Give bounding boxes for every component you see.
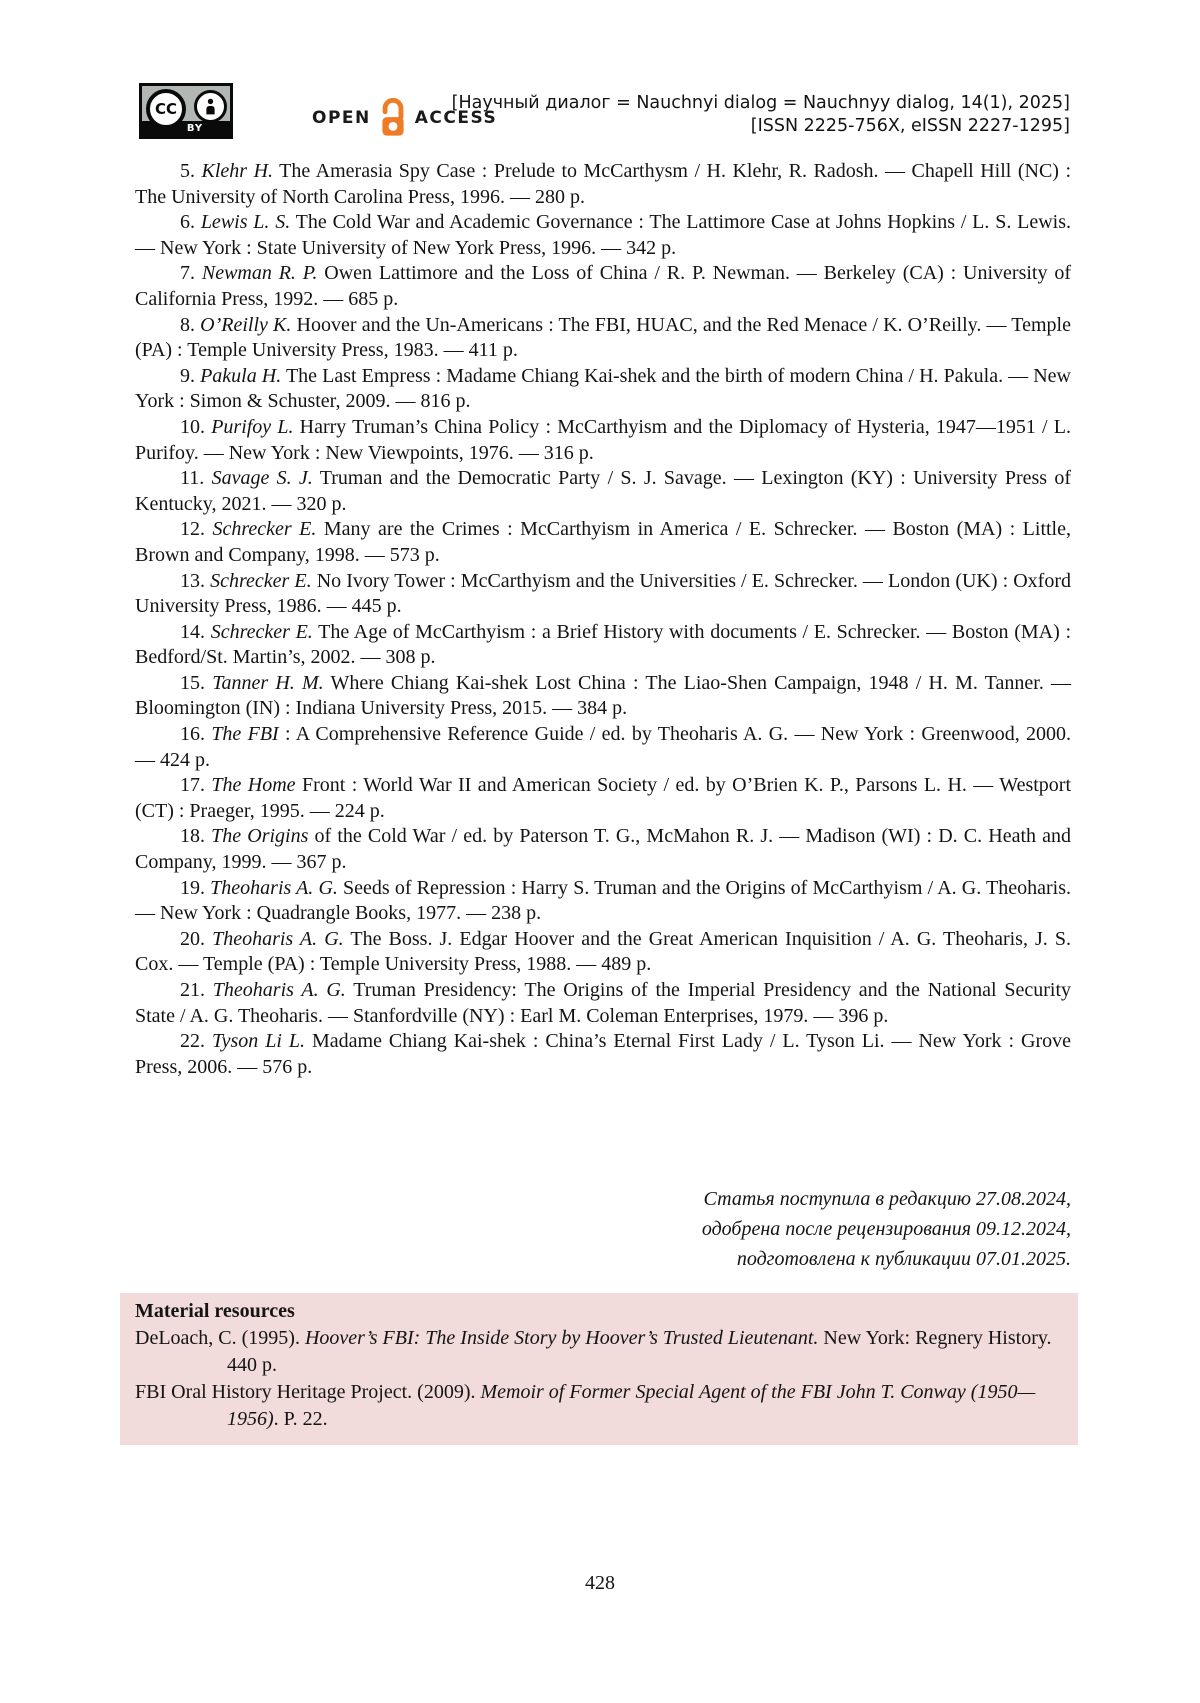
entry-post: New York: Regnery History. 440 p. (227, 1327, 1052, 1376)
ref-text: Truman and the Democratic Party / S. J. Savage. — Lexington (KY) : University Press of Kentucky, 2021. — 320 p. (135, 467, 1072, 515)
journal-header (452, 92, 1070, 138)
reference-item (135, 517, 1071, 568)
ref-author: Tyson Li L. (211, 1030, 306, 1053)
ref-number: 10. (180, 415, 212, 438)
ref-author: Theoharis A. G. (212, 979, 346, 1001)
reference-item (135, 261, 1071, 312)
ref-number: 6. (180, 211, 201, 234)
ref-author: O’Reilly K. (200, 313, 292, 336)
ref-number: 16. (180, 723, 212, 746)
ref-author: Klehr H. (201, 160, 274, 182)
ref-author: Theoharis A. G. (212, 927, 344, 950)
ref-text: Truman Presidency: The Origins of the Imperial Presidency and the National Security State / A. G. Theoharis. — Stanfordville (NY) : Earl M. Coleman Enterprises, 1979. — 396 p. (135, 979, 1072, 1027)
ref-text: The Cold War and Academic Governance : The Lattimore Case at Johns Hopkins / L. S. Lewis. — New York : State University of New York Press, 1996. — 342 p. (135, 211, 1072, 259)
reference-item (135, 927, 1071, 978)
open-lock-icon (378, 96, 408, 140)
ref-number: 14. (180, 620, 211, 643)
ref-author: Schrecker E. (212, 518, 317, 541)
ref-number: 13. (180, 569, 211, 592)
cc-icon: CC (146, 89, 186, 129)
ref-author: Purifoy L. (211, 415, 294, 438)
ref-number: 22. (180, 1030, 212, 1053)
reference-item (135, 313, 1071, 364)
ref-number: 9. (180, 364, 201, 387)
ref-author: The FBI (211, 723, 279, 746)
entry-title-italic: Hoover’s FBI: The Inside Story by Hoover’s Trusted Lieutenant. (304, 1327, 819, 1349)
ref-text: No Ivory Tower : McCarthyism and the Universities / E. Schrecker. — London (UK) : Oxford University Press, 1986. — 445 p. (135, 569, 1072, 618)
entry-title-italic: Memoir of Former Special Agent of the FBI John T. Conway (1950—1956) (227, 1381, 1036, 1430)
ref-author: Lewis L. S. (200, 211, 291, 234)
ref-text: Madame Chiang Kai-shek : China’s Eternal First Lady / L. Tyson Li. — New York : Grove Press, 2006. — 576 p. (135, 1030, 1072, 1078)
reference-item (135, 415, 1071, 466)
ref-author: Schrecker E. (210, 569, 312, 592)
submission-approved: одобрена после рецензирования 09.12.2024, (701, 1218, 1071, 1240)
ref-text: Hoover and the Un-Americans : The FBI, HUAC, and the Red Menace / K. O’Reilly. — Temple (PA) : Temple University Press, 1983. — 411 p. (135, 313, 1071, 362)
reference-item (135, 620, 1071, 671)
ref-text: The Boss. J. Edgar Hoover and the Great American Inquisition / A. G. Theoharis, J. S. Cox. — Temple (PA) : Temple University Press, 1988. — 489 p. (135, 927, 1072, 976)
ref-text: Many are the Crimes : McCarthyism in America / E. Schrecker. — Boston (MA) : Little, Brown and Company, 1998. — 573 p. (135, 518, 1071, 566)
material-resource-entry (135, 1325, 1066, 1379)
ref-author: Theoharis A. G. (210, 876, 338, 899)
reference-item (135, 1029, 1071, 1080)
reference-list (135, 159, 1071, 1080)
reference-item (135, 722, 1071, 773)
ref-number: 18. (180, 825, 212, 848)
journal-issn-line: [ISSN 2225-756X, eISSN 2227-1295] (750, 116, 1070, 136)
person-icon (194, 90, 227, 123)
ref-text: Owen Lattimore and the Loss of China / R. P. Newman. — Berkeley (CA) : University of California Press, 1992. — 685 p. (135, 262, 1072, 310)
reference-item (135, 671, 1071, 722)
ref-number: 17. (180, 774, 212, 797)
reference-item (135, 773, 1071, 824)
reference-item (135, 569, 1071, 620)
page-number: 428 (585, 1572, 615, 1594)
reference-item (135, 876, 1071, 927)
journal-title-line: [Научный диалог = Nauchnyi dialog = Nauchnyy dialog, 14(1), 2025] (451, 93, 1070, 113)
ref-author: Tanner H. M. (212, 671, 324, 694)
by-label: BY (186, 123, 204, 134)
entry-post: . P. 22. (273, 1408, 328, 1430)
ref-author: The Origins (211, 825, 309, 848)
ref-author: Schrecker E. (210, 620, 313, 643)
ref-text: of the Cold War / ed. by Paterson T. G., McMahon R. J. — Madison (WI) : D. C. Heath and Company, 1999. — 367 p. (135, 825, 1072, 874)
ref-text: Where Chiang Kai-shek Lost China : The Liao-Shen Campaign, 1948 / H. M. Tanner. — Bloomington (IN) : Indiana University Press, 2015. — 384 p. (135, 671, 1072, 720)
open-label: OPEN (312, 108, 371, 128)
access-label: ACCESS (414, 108, 498, 128)
ref-text: The Last Empress : Madame Chiang Kai-shek and the birth of modern China / H. Pakula. — New York : Simon & Schuster, 2009. — 816 p. (135, 364, 1071, 413)
material-resource-entry (135, 1379, 1066, 1433)
ref-text: The Age of McCarthyism : a Brief History with documents / E. Schrecker. — Boston (MA) : Bedford/St. Martin’s, 2002. — 308 p. (135, 620, 1071, 669)
material-resources-title: Material resources (135, 1300, 295, 1322)
reference-item (135, 364, 1071, 415)
reference-item (135, 466, 1071, 517)
ref-text: The Amerasia Spy Case : Prelude to McCarthysm / H. Klehr, R. Radosh. — Chapell Hill (NC) : The University of North Carolina Press, 1996. — 280 p. (135, 160, 1072, 208)
ref-number: 20. (180, 927, 213, 950)
ref-number: 19. (180, 876, 211, 899)
ref-author: The Home (211, 774, 296, 797)
submission-received: Статья поступила в редакцию 27.08.2024, (703, 1188, 1071, 1210)
ref-number: 21. (180, 979, 213, 1001)
ref-author: Pakula H. (200, 364, 282, 387)
reference-item (135, 210, 1071, 261)
ref-number: 12. (180, 518, 213, 541)
ref-number: 5. (180, 160, 202, 182)
entry-pre: FBI Oral History Heritage Project. (2009). (135, 1381, 481, 1403)
entry-pre: DeLoach, C. (1995). (135, 1327, 305, 1349)
material-resources-section (120, 1293, 1078, 1445)
reference-item (135, 978, 1071, 1029)
ref-number: 7. (180, 262, 202, 285)
ref-number: 8. (180, 313, 201, 336)
ref-number: 15. (180, 671, 213, 694)
ref-number: 11. (180, 467, 212, 490)
submission-info (135, 1184, 1071, 1274)
ref-text: Seeds of Repression : Harry S. Truman and the Origins of McCarthyism / A. G. Theoharis. — New York : Quadrangle Books, 1977. — 238 p. (135, 876, 1071, 925)
cc-by-license-badge (139, 83, 233, 139)
ref-text: Front : World War II and American Society / ed. by O’Brien K. P., Parsons L. H. — Westport (CT) : Praeger, 1995. — 224 p. (135, 774, 1072, 822)
ref-author: Savage S. J. (211, 467, 313, 490)
ref-author: Newman R. P. (201, 262, 318, 285)
submission-prepared: подготовлена к публикации 07.01.2025. (736, 1248, 1071, 1270)
reference-item (135, 824, 1071, 875)
ref-text: : A Comprehensive Reference Guide / ed. by Theoharis A. G. — New York : Greenwood, 2000. — 424 p. (135, 723, 1071, 771)
ref-text: Harry Truman’s China Policy : McCarthyism and the Diplomacy of Hysteria, 1947—1951 / L. Purifoy. — New York : New Viewpoints, 1976. — 316 p. (135, 415, 1071, 464)
reference-item (135, 159, 1071, 210)
